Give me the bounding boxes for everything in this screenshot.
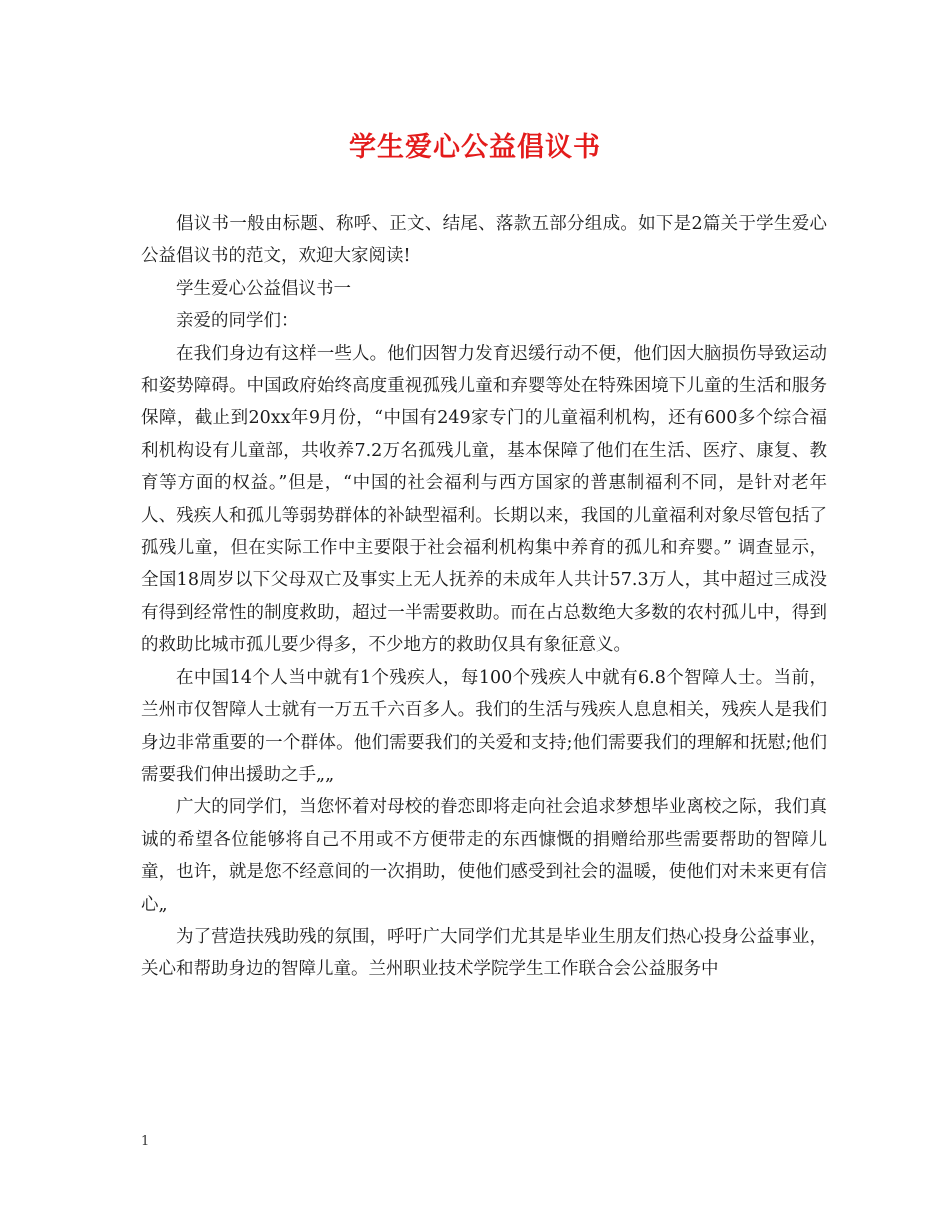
body-paragraph: 为了营造扶残助残的氛围，呼吁广大同学们尤其是毕业生朋友们热心投身公益事业，关心和帮助身边的智障儿童。兰州职业技术学院学生工作联合会公益服务中 (141, 926, 827, 980)
salutation: 亲爱的同学们： (176, 311, 299, 332)
body-paragraph: 在中国14个人当中就有1个残疾人，每100个残疾人中就有6.8个智障人士。当前，兰州市仅智障人士就有一万五千六百多人。我们的生活与残疾人息息相关，残疾人是我们身边非常重要的一个群体。他们需要我们的关爱和支持;他们需要我们的理解和抚慰;他们需要我们伸出援助之手„„ (141, 667, 827, 785)
document-title: 学生爱心公益倡议书 (349, 132, 601, 163)
document-body (141, 208, 827, 986)
body-paragraph: 广大的同学们，当您怀着对母校的眷恋即将走向社会追求梦想毕业离校之际，我们真诚的希望各位能够将自己不用或不方便带走的东西慷慨的捐赠给那些需要帮助的智障儿童，也许，就是您不经意间的一次捐助，使他们感受到社会的温暖，使他们对未来更有信心„ (141, 797, 827, 915)
page-number: 1 (141, 1134, 150, 1149)
intro-paragraph: 倡议书一般由标题、称呼、正文、结尾、落款五部分组成。如下是2篇关于学生爱心公益倡议书的范文，欢迎大家阅读! (141, 214, 827, 267)
body-paragraph: 在我们身边有这样一些人。他们因智力发育迟缓行动不便，他们因大脑损伤导致运动和姿势障碍。中国政府始终高度重视孤残儿童和弃婴等处在特殊困境下儿童的生活和服务保障，截止到20xx年9月份，“中国有249家专门的儿童福利机构，还有600多个综合福利机构设有儿童部，共收养7.2万名孤残儿童，基本保障了他们在生活、医疗、康复、教育等方面的权益。”但是，“中国的社会福利与西方国家的普惠制福利不同，是针对老年人、残疾人和孤儿等弱势群体的补缺型福利。长期以来，我国的儿童福利对象尽管包括了孤残儿童，但在实际工作中主要限于社会福利机构集中养育的孤儿和弃婴。” 调查显示，全国18周岁以下父母双亡及事实上无人抚养的未成年人共计57.3万人，其中超过三成没有得到经常性的制度救助，超过一半需要救助。而在占总数绝大多数的农村孤儿中，得到的救助比城市孤儿要少得多，不少地方的救助仅具有象征意义。 (141, 343, 827, 656)
section-heading: 学生爱心公益倡议书一 (176, 278, 351, 299)
